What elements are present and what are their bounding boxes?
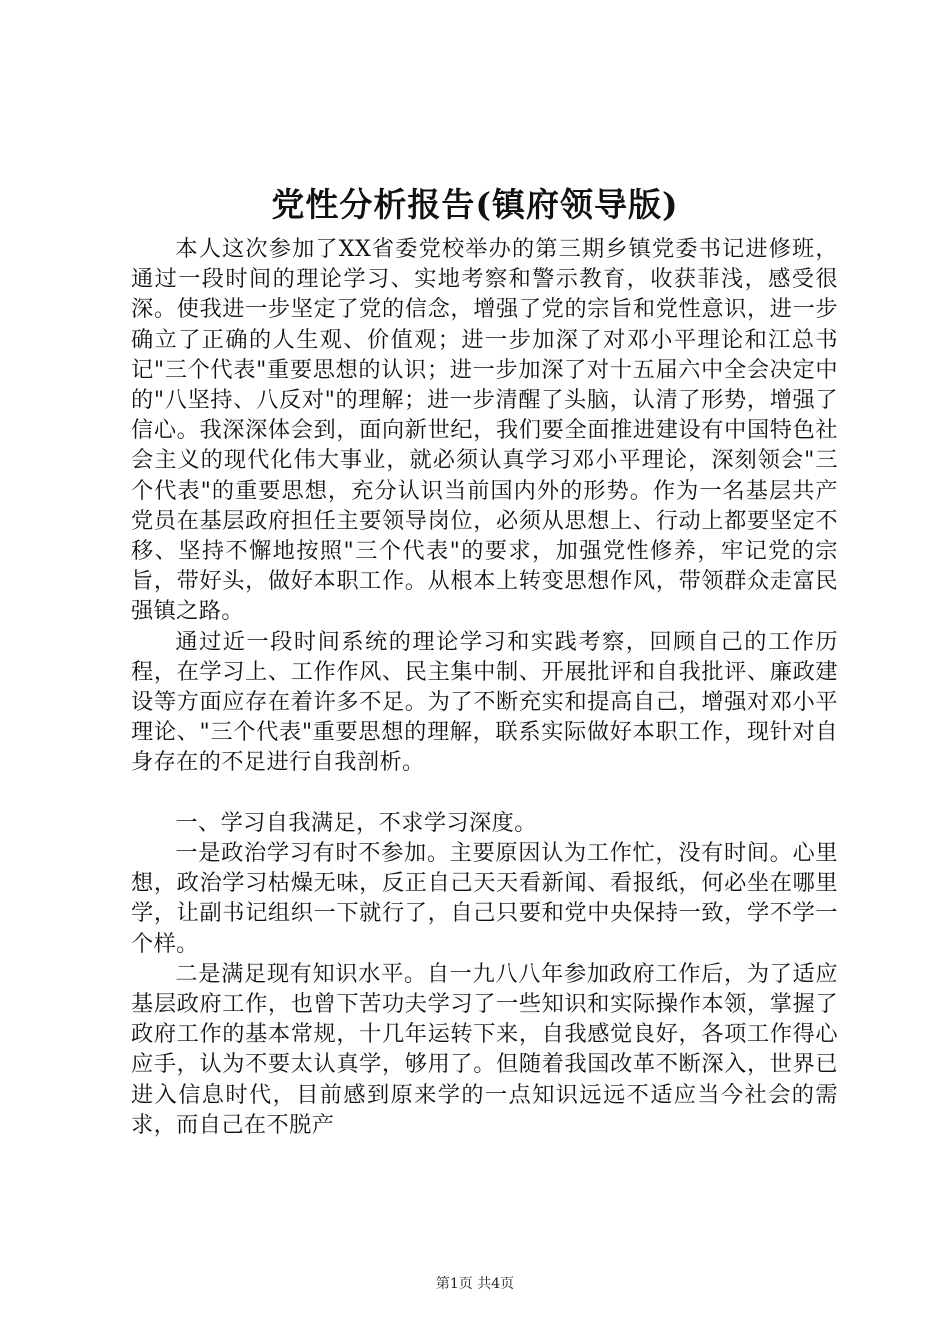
document-title: 党性分析报告(镇府领导版) [271, 185, 679, 224]
document-body [131, 234, 838, 1140]
paragraph-point-1: 一是政治学习有时不参加。主要原因认为工作忙，没有时间。心里想，政治学习枯燥无味，反正自己天天看新闻、看报纸，何必坐在哪里学，让副书记组织一下就行了，自己只要和党中央保持一致，学不学一个样。 [131, 840, 838, 957]
section-heading-1: 一、学习自我满足，不求学习深度。 [175, 809, 537, 836]
page-number-footer: 第1页 共4页 [435, 1276, 515, 1292]
paragraph-point-2: 二是满足现有知识水平。自一九八八年参加政府工作后，为了适应基层政府工作，也曾下苦功夫学习了一些知识和实际操作本领，掌握了政府工作的基本常规，十几年运转下来，自我感觉良好，各项工作得心应手，认为不要太认真学，够用了。但随着我国改革不断深入，世界已进入信息时代，目前感到原来学的一点知识远远不适应当今社会的需求，而自己在不脱产 [131, 960, 838, 1138]
paragraph-reflection: 通过近一段时间系统的理论学习和实践考察，回顾自己的工作历程，在学习上、工作作风、民主集中制、开展批评和自我批评、廉政建设等方面应存在着许多不足。为了不断充实和提高自己，增强对邓小平理论、"三个代表"重要思想的理解，联系实际做好本职工作，现针对自身存在的不足进行自我剖析。 [131, 628, 838, 776]
paragraph-intro: 本人这次参加了XX省委党校举办的第三期乡镇党委书记进修班，通过一段时间的理论学习、实地考察和警示教育，收获菲浅，感受很深。使我进一步坚定了党的信念，增强了党的宗旨和党性意识，进一步确立了正确的人生观、价值观；进一步加深了对邓小平理论和江总书记"三个代表"重要思想的认识；进一步加深了对十五届六中全会决定中的"八坚持、八反对"的理解；进一步清醒了头脑，认清了形势，增强了信心。我深深体会到，面向新世纪，我们要全面推进建设有中国特色社会主义的现代化伟大事业，就必须认真学习邓小平理论，深刻领会"三个代表"的重要思想，充分认识当前国内外的形势。作为一名基层共产党员在基层政府担任主要领导岗位，必须从思想上、行动上都要坚定不移、坚持不懈地按照"三个代表"的要求，加强党性修养，牢记党的宗旨，带好头，做好本职工作。从根本上转变思想作风，带领群众走富民强镇之路。 [131, 236, 838, 625]
